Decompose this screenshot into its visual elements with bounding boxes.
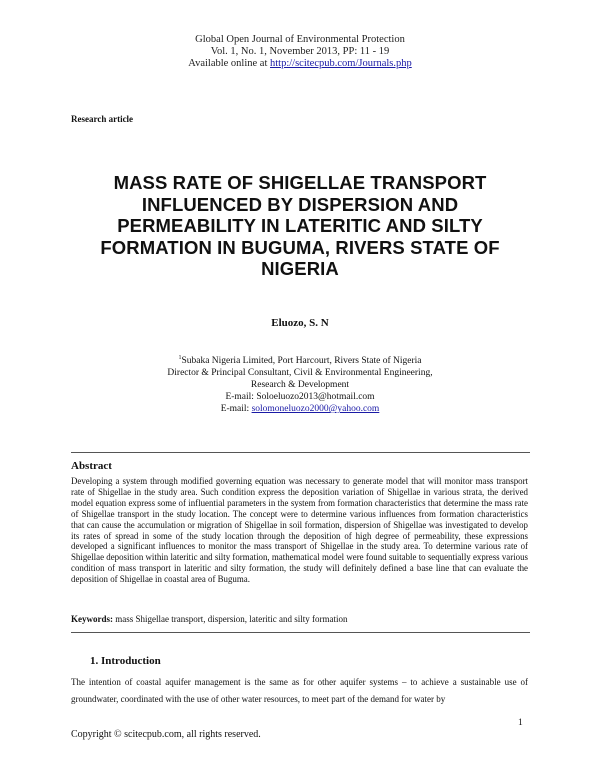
keywords-text: mass Shigellae transport, dispersion, lateritic and silty formation xyxy=(113,614,348,624)
email-yahoo-link[interactable]: solomoneluozo2000@yahoo.com xyxy=(251,404,380,415)
email-line-2: E-mail: solomoneluozo2000@yahoo.com xyxy=(220,404,380,415)
issue-info: Vol. 1, No. 1, November 2013, PP: 11 - 19 xyxy=(210,46,390,57)
author-name: Eluozo, S. N xyxy=(271,317,329,329)
affiliation-superscript: 1 xyxy=(178,355,182,361)
abstract-text: Developing a system through modified governing equation was necessary to generate model that will monitor mass transport rate of Shigellae in the study area. Such condition express the deposition variation of Shigellae in various strata, the derived model equation express some of influential parameters in the system from formation characteristics that determine the mass rate of Shigellae transport in the study location. The concept were to determine various influences from formation characteristics that can cause the accumulation or migration of Shigellae in soil formation, dispersion of Shigellae was investigated to develop its rates of spread in some of the study location through the deposition of high degree of permeability, these expressions developed a significant influences to monitor the mass transport of Shigellae in the study area. To determine various rate of Shigellae deposition within lateritic and silty formation, mathematical model were found suitable to sequentially express various condition of mass transport in lateritic and silty formation, the study will definitely defined a base line that can evaluate the deposition of Shigellae in coastal area of Buguma. xyxy=(71,476,528,585)
affiliation-block xyxy=(0,352,600,415)
paper-title: MASS RATE OF SHIGELLAE TRANSPORT INFLUENCED BY DISPERSION AND PERMEABILITY IN LATERITIC AND SILTY FORMATION IN BUGUMA, RIVERS STATE OF NIGERIA xyxy=(100,172,500,279)
abstract-top-rule xyxy=(71,452,530,453)
abstract-bottom-rule xyxy=(71,632,530,633)
page-number: 1 xyxy=(518,718,523,728)
affiliation-line-2: Director & Principal Consultant, Civil & Environmental Engineering, xyxy=(167,368,433,379)
affiliation-line-1: $^1$Subaka Nigeria Limited, Port Harcourt, Rivers State of Nigeria xyxy=(178,355,422,367)
article-type: Research article xyxy=(71,114,134,124)
introduction-text: The intention of coastal aquifer management is the same as for other aquifer systems – to achieve a sustainable use of groundwater, coordinated with the use of other water resources, to meet part of the demand for water by xyxy=(71,677,528,704)
keywords-label: Keywords: xyxy=(71,614,113,624)
copyright-notice: Copyright © scitecpub.com, all rights reserved. xyxy=(71,729,261,740)
email-line-1: E-mail: Soloeluozo2013@hotmail.com xyxy=(225,392,375,403)
keywords-line xyxy=(71,614,347,624)
abstract-heading: Abstract xyxy=(71,460,112,472)
availability-line xyxy=(0,58,600,70)
email-hotmail: Soloeluozo2013@hotmail.com xyxy=(256,392,375,403)
introduction-heading: 1. Introduction xyxy=(90,655,161,667)
journal-name: Global Open Journal of Environmental Protection xyxy=(195,34,405,45)
journal-url-link[interactable]: http://scitecpub.com/Journals.php xyxy=(270,58,412,69)
availability-prefix: Available online at xyxy=(188,58,270,69)
affiliation-line-3: Research & Development xyxy=(250,380,350,391)
